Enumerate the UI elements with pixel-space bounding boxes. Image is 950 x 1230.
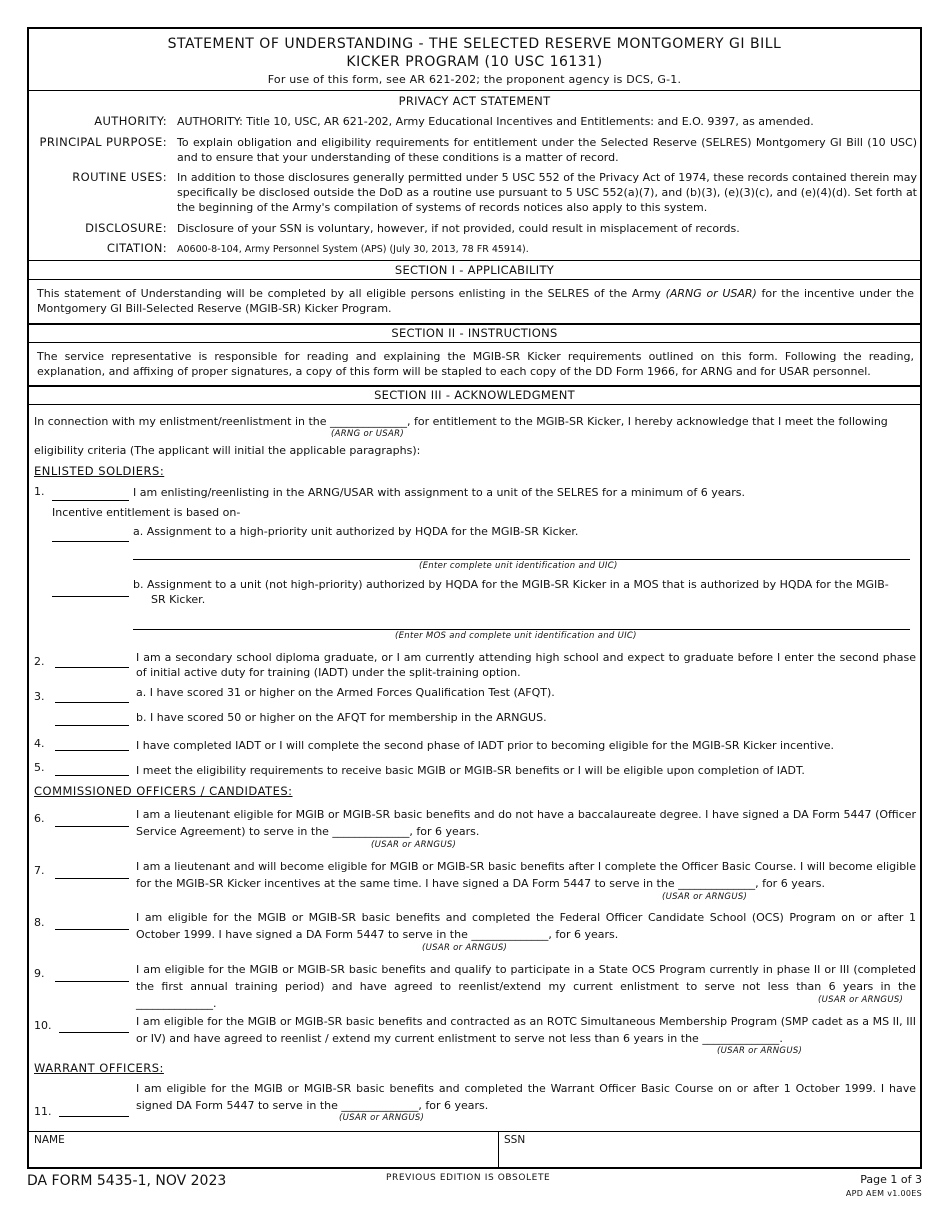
section1-heading: SECTION I - APPLICABILITY: [394, 263, 555, 277]
authority-text: AUTHORITY: Title 10, USC, AR 621-202, Army Educational Incentives and Entitlements: and E.O. 9397, as amended.: [177, 115, 814, 128]
item3a-initials-field[interactable]: [55, 702, 129, 703]
item7-number: 7.: [34, 864, 45, 877]
warrant-heading: WARRANT OFFICERS:: [34, 1061, 164, 1075]
ssn-label: SSN: [504, 1134, 526, 1146]
item3b-initials-field[interactable]: [55, 725, 129, 726]
item9-number: 9.: [34, 967, 45, 980]
item1-initials-field[interactable]: [52, 500, 129, 501]
item10-initials-field[interactable]: [59, 1032, 129, 1033]
item1b-text-line2: SR Kicker.: [151, 593, 206, 606]
form-page: [27, 27, 922, 1169]
section3-intro: In connection with my enlistment/reenlistment in the ______________, for entitlement to the MGIB-SR Kicker, I hereby acknowledge that I meet the following: [34, 415, 888, 428]
divider: [29, 404, 920, 405]
item10-text: I am eligible for the MGIB or MGIB-SR basic benefits and contracted as an ROTC Simultaneous Membership Program (SMP cadet as a MS II, III or IV) and have agreed to reenlist / extend my current enlistment to serve not less than 6 years in the ______________.: [136, 1015, 916, 1045]
authority-label: AUTHORITY:: [94, 114, 167, 128]
item9-initials-field[interactable]: [55, 981, 129, 982]
section3-intro-cont: eligibility criteria (The applicant will initial the applicable paragraphs):: [34, 444, 421, 457]
item4-initials-field[interactable]: [55, 750, 129, 751]
edition-notice: PREVIOUS EDITION IS OBSOLETE: [386, 1173, 551, 1183]
citation-text: A0600-8-104, Army Personnel System (APS) (July 30, 2013, 78 FR 45914).: [177, 244, 529, 255]
section3-heading: SECTION III - ACKNOWLEDGMENT: [374, 388, 575, 402]
item8-number: 8.: [34, 916, 45, 929]
item8-initials-field[interactable]: [55, 929, 129, 930]
item7-text: I am a lieutenant and will become eligible for MGIB or MGIB-SR basic benefits after I complete the Officer Basic Course. I will become eligible for the MGIB-SR Kicker incentives at the same time. I have signed a DA Form 5447 to serve in the ______________, for 6 years.: [136, 860, 916, 890]
page-number: Page 1 of 3: [860, 1173, 922, 1186]
item11-text: I am eligible for the MGIB or MGIB-SR basic benefits and completed the Warrant Officer Basic Course on or after 1 October 1999. I have signed DA Form 5447 to serve in the ______________, for 6 years.: [136, 1082, 916, 1112]
divider: [29, 260, 920, 261]
form-title-line2: KICKER PROGRAM (10 USC 16131): [346, 54, 603, 70]
section1-text: This statement of Understanding will be completed by all eligible persons enlisting in the SELRES of the Army (ARNG or USAR) for the incentive under the Montgomery GI Bill-Selected Reserve (MGIB-SR) Kicker Program.: [37, 287, 915, 315]
citation-label: CITATION:: [106, 241, 167, 255]
item1b-text-line1: b. Assignment to a unit (not high-priority) authorized by HQDA for the MGIB-SR Kicker in a MOS that is authorized by HQDA for the MGIB-: [133, 578, 889, 591]
item6-initials-field[interactable]: [55, 826, 129, 827]
ssn-field[interactable]: [504, 1147, 914, 1165]
purpose-text: To explain obligation and eligibility requirements for entitlement under the Selected Reserve (SELRES) Montgomery GI Bill (10 USC) and to ensure that your understanding of these conditions is a matter of record.: [177, 136, 917, 164]
item4-number: 4.: [34, 737, 45, 750]
divider: [29, 323, 920, 325]
item6-caption: (USAR or ARNGUS): [371, 840, 457, 850]
item4-text: I have completed IADT or I will complete the second phase of IADT prior to becoming eligible for the MGIB-SR Kicker incentive.: [136, 739, 835, 752]
item1a-caption: (Enter complete unit identification and UIC): [419, 561, 618, 571]
item6-number: 6.: [34, 812, 45, 825]
item10-caption: (USAR or ARNGUS): [717, 1046, 803, 1056]
divider: [498, 1131, 499, 1169]
item2-initials-field[interactable]: [55, 667, 129, 668]
item1-number: 1.: [34, 485, 45, 498]
intro-component-caption: (ARNG or USAR): [331, 429, 404, 439]
item1a-initials-field[interactable]: [52, 541, 129, 542]
item8-caption: (USAR or ARNGUS): [422, 943, 508, 953]
item3-number: 3.: [34, 690, 45, 703]
item1a-unit-field[interactable]: [133, 559, 910, 560]
item11-caption: (USAR or ARNGUS): [339, 1113, 425, 1123]
item5-text: I meet the eligibility requirements to receive basic MGIB or MGIB-SR benefits or I will be eligible upon completion of IADT.: [136, 764, 805, 777]
enlisted-heading: ENLISTED SOLDIERS:: [34, 464, 165, 478]
divider: [29, 279, 920, 280]
item1a-text: a. Assignment to a high-priority unit authorized by HQDA for the MGIB-SR Kicker.: [133, 525, 579, 538]
item6-text: I am a lieutenant eligible for MGIB or MGIB-SR basic benefits and do not have a baccalaureate degree. I have signed a DA Form 5447 (Officer Service Agreement) to serve in the ______________, for 6 years.: [136, 808, 916, 838]
disclosure-text: Disclosure of your SSN is voluntary, however, if not provided, could result in misplacement of records.: [177, 222, 740, 235]
item8-text: I am eligible for the MGIB or MGIB-SR basic benefits and completed the Federal Officer Candidate School (OCS) Program on or after 1 October 1999. I have signed a DA Form 5447 to serve in the ______________, for 6 years.: [136, 911, 916, 941]
item2-text: I am a secondary school diploma graduate, or I am currently attending high school and expect to graduate before I enter the second phase of initial active duty for training (IADT) under the split-training option.: [136, 651, 916, 679]
disclosure-label: DISCLOSURE:: [85, 221, 167, 235]
item5-initials-field[interactable]: [55, 775, 129, 776]
item9-caption: (USAR or ARNGUS): [818, 995, 904, 1005]
section2-text: The service representative is responsible for reading and explaining the MGIB-SR Kicker requirements outlined on this form. Following the reading, explanation, and affixing of proper signatures, a copy of this form will be stapled to each copy of the DD Form 1966, for ARNG and for USAR personnel.: [37, 350, 914, 378]
item1b-initials-field[interactable]: [52, 596, 129, 597]
form-number: DA FORM 5435-1, NOV 2023: [27, 1173, 227, 1189]
officers-heading: COMMISSIONED OFFICERS / CANDIDATES:: [34, 784, 293, 798]
item1-text: I am enlisting/reenlisting in the ARNG/USAR with assignment to a unit of the SELRES for a minimum of 6 years.: [133, 486, 745, 499]
divider: [29, 342, 920, 343]
item7-initials-field[interactable]: [55, 878, 129, 879]
item11-initials-field[interactable]: [59, 1116, 129, 1117]
divider: [29, 385, 920, 387]
divider: [29, 90, 920, 91]
item5-number: 5.: [34, 761, 45, 774]
form-title-line1: STATEMENT OF UNDERSTANDING - THE SELECTED RESERVE MONTGOMERY GI BILL: [167, 36, 782, 52]
divider: [29, 1131, 920, 1132]
item1b-mos-field[interactable]: [133, 629, 910, 630]
routine-uses-label: ROUTINE USES:: [72, 170, 167, 184]
purpose-label: PRINCIPAL PURPOSE:: [39, 135, 167, 149]
item9-text: I am eligible for the MGIB or MGIB-SR basic benefits and qualify to participate in a State OCS Program currently in phase II or III (completed the first annual training period) and have agreed to reenlist/extend my current enlistment to serve not less than 6 years in the ______________.: [136, 963, 916, 1010]
form-subtitle: For use of this form, see AR 621-202; the proponent agency is DCS, G-1.: [267, 73, 682, 86]
item10-number: 10.: [34, 1019, 52, 1032]
item3a-text: a. I have scored 31 or higher on the Armed Forces Qualification Test (AFQT).: [136, 686, 555, 699]
item1b-caption: (Enter MOS and complete unit identification and UIC): [395, 631, 637, 641]
form-version: APD AEM v1.00ES: [845, 1189, 922, 1198]
item11-number: 11.: [34, 1105, 52, 1118]
routine-uses-text: In addition to those disclosures generally permitted under 5 USC 552 of the Privacy Act of 1974, these records contained therein may specifically be disclosed outside the DoD as a routine use pursuant to 5 USC 552(a)(7), and (b)(3), (e)(3)(c), and (e)(4)(d). Set forth at the beginning of the Army's compilation of systems of records notices also apply to this system.: [177, 171, 917, 214]
item2-number: 2.: [34, 655, 45, 668]
item7-caption: (USAR or ARNGUS): [662, 892, 748, 902]
item1-note: Incentive entitlement is based on-: [52, 506, 241, 519]
name-field[interactable]: [34, 1147, 492, 1165]
privacy-heading: PRIVACY ACT STATEMENT: [398, 94, 551, 108]
section2-heading: SECTION II - INSTRUCTIONS: [391, 326, 558, 340]
item3b-text: b. I have scored 50 or higher on the AFQT for membership in the ARNGUS.: [136, 711, 547, 724]
name-label: NAME: [34, 1134, 65, 1146]
